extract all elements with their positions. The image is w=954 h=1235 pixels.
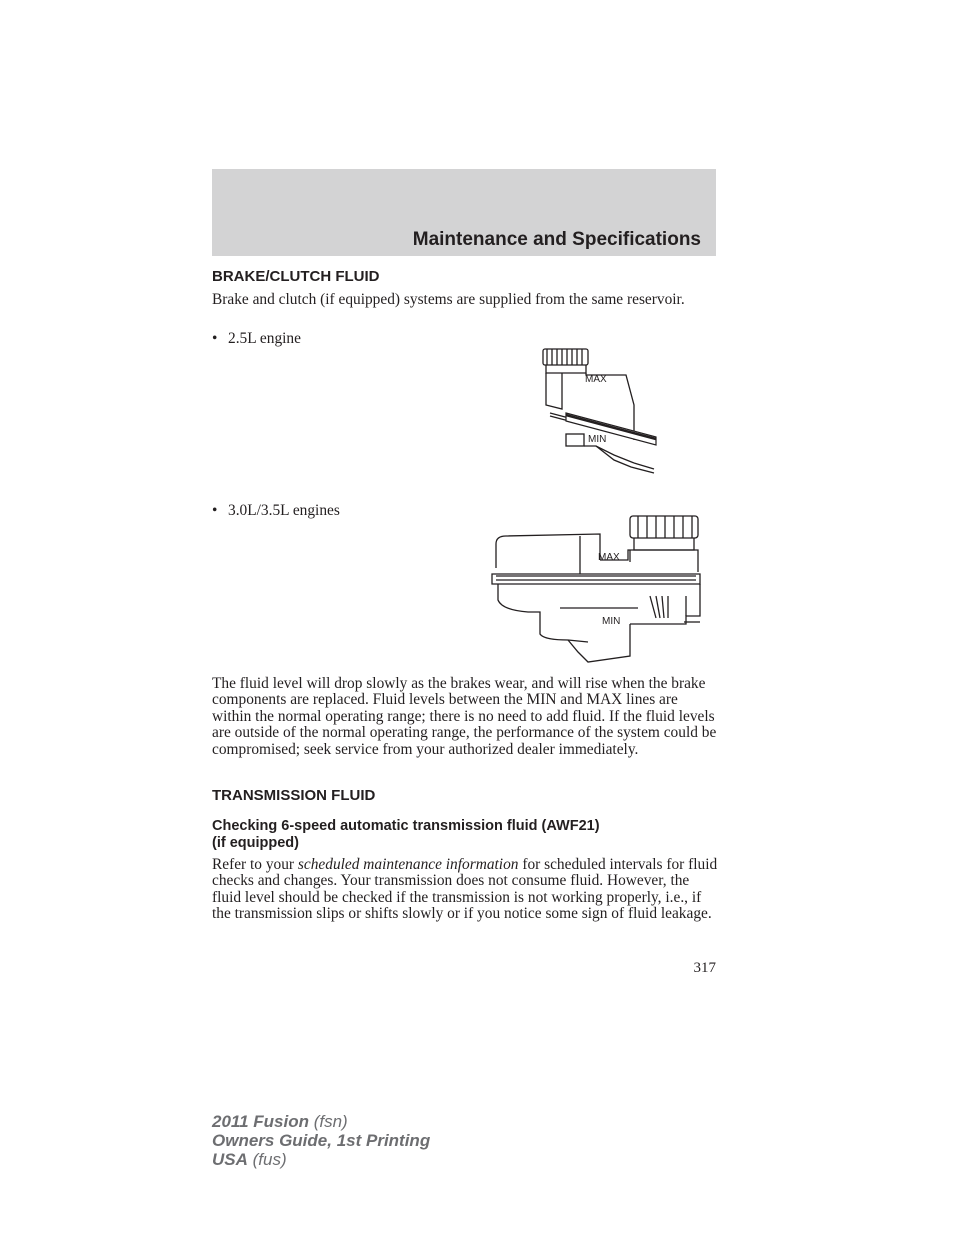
transmission-fluid-heading: TRANSMISSION FLUID xyxy=(212,787,376,804)
footer-region: USA xyxy=(212,1150,248,1169)
brake-intro-text: Brake and clutch (if equipped) systems are supplied from the same reservoir. xyxy=(212,291,685,308)
chapter-header-band xyxy=(212,169,716,256)
transmission-body-start: Refer to your xyxy=(212,856,298,873)
page-number: 317 xyxy=(693,960,716,976)
footer-model: 2011 Fusion xyxy=(212,1112,309,1131)
bullet-3-0l-3-5l-label: 3.0L/3.5L engines xyxy=(228,502,340,519)
chapter-title: Maintenance and Specifications xyxy=(412,229,701,250)
fig1-max-label: MAX xyxy=(585,374,607,385)
fig1-min-label: MIN xyxy=(588,434,607,445)
transmission-subheading-line2: (if equipped) xyxy=(212,835,299,851)
bullet-dot: • xyxy=(212,330,218,347)
transmission-subheading-line1: Checking 6-speed automatic transmission fluid (AWF21) xyxy=(212,818,600,834)
fig2-max-label: MAX xyxy=(598,552,620,563)
transmission-subheading xyxy=(212,818,716,852)
document-footer xyxy=(212,1112,430,1169)
brake-fluid-body-text: The fluid level will drop slowly as the brakes wear, and will rise when the brake components are replaced. Fluid levels between the MIN and MAX lines are within the normal operating range; there is no need to add fluid. If the fluid levels are outside of the normal operating range, the performance of the system could be compromised; seek service from your authorized dealer immediately. xyxy=(212,675,717,758)
bullet-dot: • xyxy=(212,502,218,519)
footer-line-3 xyxy=(212,1150,430,1169)
footer-line-1 xyxy=(212,1112,430,1131)
bullet-3-0l-3-5l xyxy=(212,502,340,519)
reservoir-3-0l-3-5l-illustration xyxy=(488,512,704,664)
bullet-2-5l xyxy=(212,330,301,347)
scheduled-maintenance-reference: scheduled maintenance information xyxy=(297,856,519,873)
footer-guide: Owners Guide, 1st Printing xyxy=(212,1131,431,1150)
footer-model-code: (fsn) xyxy=(309,1112,348,1131)
fig2-min-label: MIN xyxy=(602,616,621,627)
footer-region-code: (fus) xyxy=(247,1150,287,1169)
footer-line-2 xyxy=(212,1131,430,1150)
reservoir-2-5l-illustration xyxy=(536,345,666,485)
transmission-body-end: for scheduled intervals for fluid checks and changes. Your transmission does not consume fluid. However, the fluid level should be checked if the transmission is not working properly, i.e., if the transmission slips or shifts slowly or if you notice some sign of fluid leakage. xyxy=(212,856,718,923)
brake-fluid-heading: BRAKE/CLUTCH FLUID xyxy=(212,268,380,285)
transmission-body-text xyxy=(212,857,718,923)
bullet-2-5l-label: 2.5L engine xyxy=(228,330,301,347)
